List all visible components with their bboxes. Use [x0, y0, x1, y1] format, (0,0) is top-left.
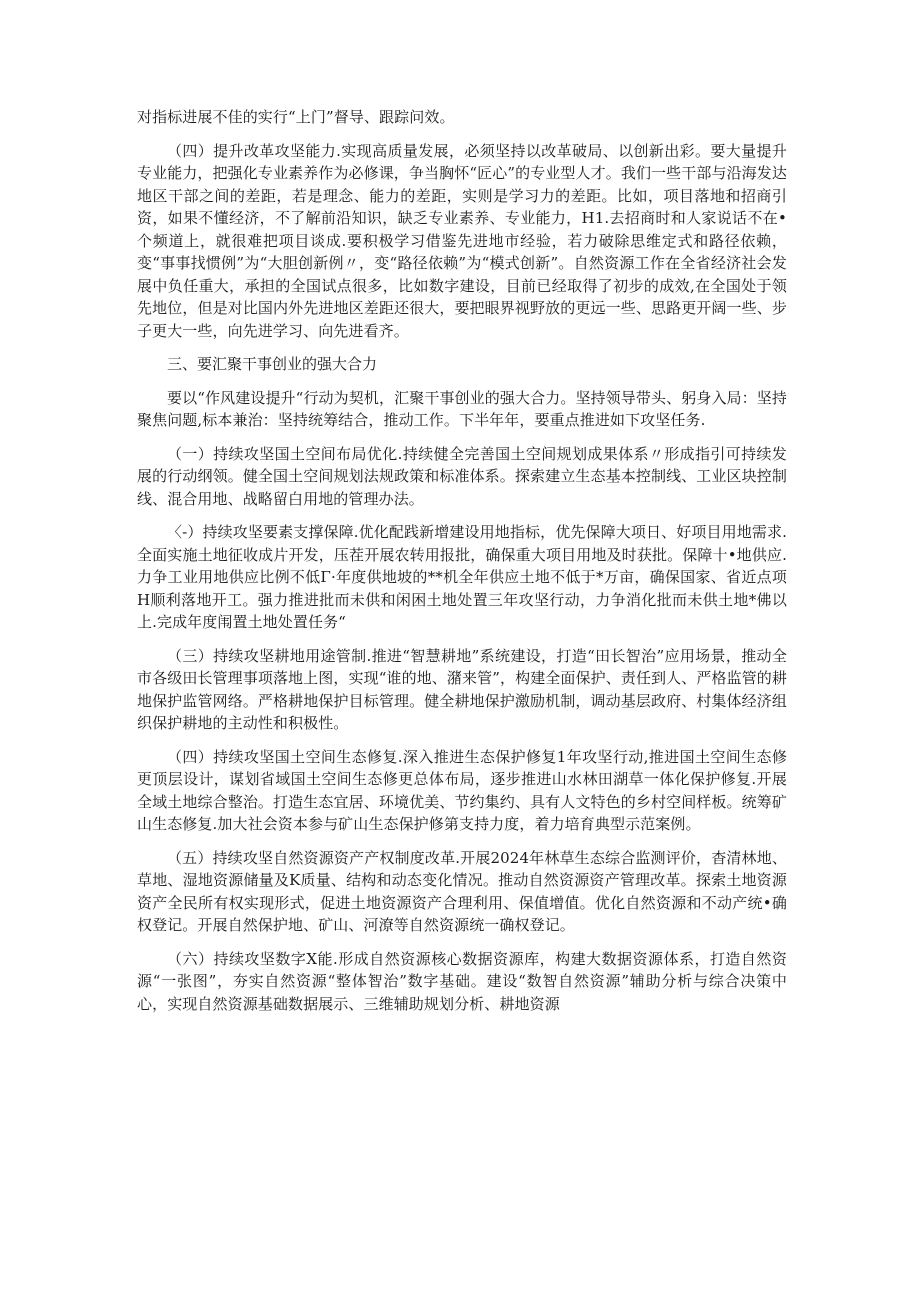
- paragraph-section-intro: 要以“作风建设提升“行动为契机，汇聚干事创业的强大合力。坚持领导带头、躬身入局：坚持聚焦问题,标本兼治：坚持统筹结合，推动工作。下半年年，要重点推进如下攻坚任务.: [137, 388, 787, 429]
- paragraph-task-3: （三）持续攻坚耕地用途管制.推进“智慧耕地”系统建设，打造“田长智治”应用场景，推动全市各级田长管理事项落地上图，实现“谁的地、潴来管”，构建全面保护、责任到人、严格监管的耕地保护监管网络。严格耕地保护目标管理。健全耕地保护激励机制，调动基层政府、村集体经济组织保护耕地的主动性和积极性。: [137, 646, 787, 732]
- paragraph-task-4: （四）持续攻坚国土空间生态修复.深入推进生态保护修复1年攻坚行动,推进国土空间生态修更顶层设计，谋划省域国土空间生态修更总体布局，逐步推进山水林田湖草一体化保护修复.开展全域土地综合整治。打造生态宜居、环境优美、节约集约、具有人文特色的乡村空间样板。统筹矿山生态修复.加大社会资本参与矿山生态保护修第支持力度，着力培育典型示范案例。: [137, 747, 787, 833]
- section-heading-3: 三、要汇聚干事创业的强大合力: [167, 355, 378, 373]
- paragraph-task-2: 〈-）持续攻坚要素支撑保障.优化配践新增建设用地指标，优先保障大项日、好项目用地需求.全面实施土地征收成片开发，压茬开展农转用报批，确保重大项目用地及时获批。保障十•地供应.力争工业用地供应比例不低Γ·年度供地坡的**机全年供应土地不低于*万亩，确保国家、省近点项H顺利落地开工。强力推进批而未供和闲困土地处置三年攻坚行动，力争消化批而未供土地*佛以上.完成年度闱置土地处置任务“: [137, 523, 787, 631]
- document-page: [137, 106, 787, 1026]
- paragraph-task-6: （六）持续攻坚数字X能.形成自然资源核心数据资源库，构建大数据资源体系，打造自然资源“一张图”，夯实自然资源“整体智治”数字基础。建设“数智自然资源”辅助分析与综合决策中心，实现自然资源基础数据展示、三维辅助规划分析、耕地资源: [137, 949, 787, 1013]
- paragraph-continuation: 对指标进展不佳的实行“上门”督导、跟踪问效。: [137, 108, 455, 126]
- paragraph-task-5: （五）持续攻坚自然资源资产产权制度改革.开展2024年林草生态综合监测评价，杳清林地、草地、湿地资源储量及K质量、结构和动态变化情况。推动自然资源资产管理改革。探索土地资源资产全民所有权实现形式，促进土地资源资产合理利用、保值增值。优化自然资源和不动产统•确权登记。开展自然保护地、矿山、河潦等自然资源统一确权登记。: [137, 848, 787, 934]
- paragraph-reform-capability: （四）提升改革攻坚能力.实现高质量发展，必须坚持以改革破局、以创新出彩。要大量提升专业能力，把强化专业素养作为必修课，争当胸怀“匠心”的专业型人才。我们一些干部与沿海发达地区干部之间的差距，若是理念、能力的差距，实则是学习力的差距。比如，项目落地和招商引资，如果不懂经济，不了解前沿知识，缺乏专业素养、专业能力，H1.去招商时和人家说话不在•个频道上，就很难把项目谈成.要积极学习借鉴先进地市经验，若力破除思维定式和路径依赖，变“事事找惯例”为“大胆创新例〃，变“路径依赖”为“模式创新”。自然资源工作在全省经济社会发展中负任重大，承担的全国试点很多，比如数字建设，目前已经取得了初步的成效,在全国处于领先地位，但是对比国内外先进地区差距还很大，要把眼界视野放的更远一些、思路更开阔一些、步子更大一些，向先进学习、向先进看齐。: [137, 141, 787, 340]
- paragraph-task-1: （一）持续攻坚国土空间布局优化.持续健全完善国土空间规划成果体系〃形成指引可持续发展的行动纲领。健全国土空间规划法规政策和标准体系。探索建立生态基本控制线、工业区块控制线、混合用地、战略留白用地的管理办法。: [137, 444, 787, 508]
